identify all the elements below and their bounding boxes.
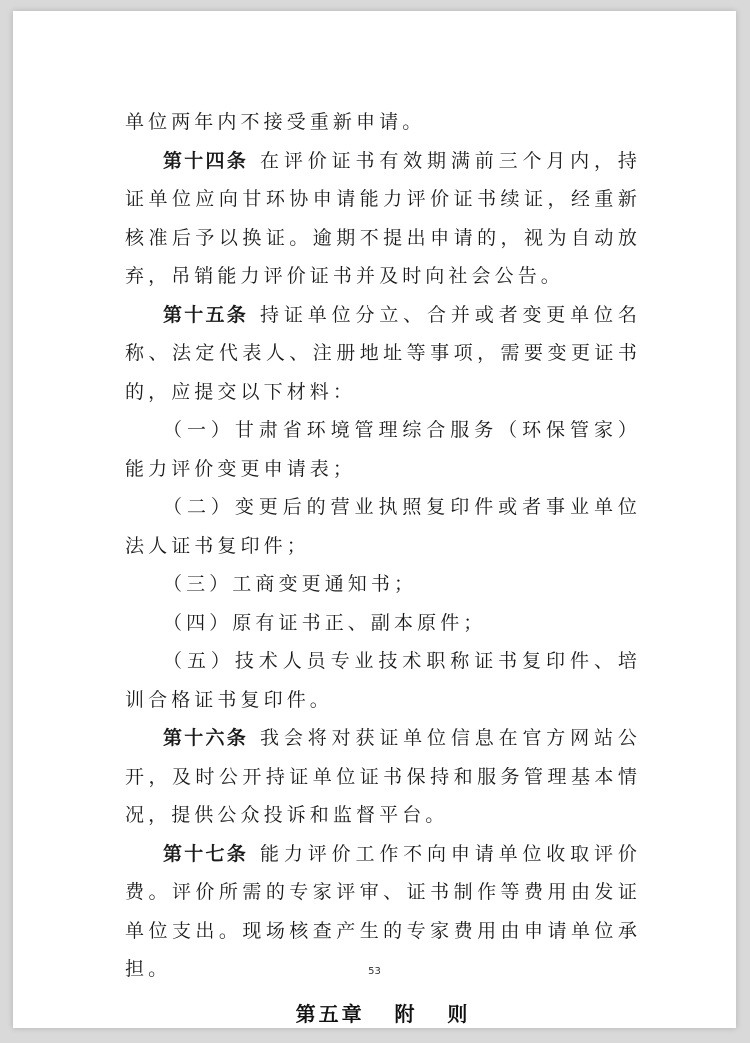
chapter-title: 第五章 附 则 bbox=[295, 1001, 471, 1026]
article-number: 第十六条 bbox=[163, 727, 249, 749]
paragraph-text: 持证单位分立、合并或者变更单位名称、法定代表人、注册地址等事项，需要变更证书的，应提交以下材料： bbox=[125, 303, 641, 403]
article-number: 第十四条 bbox=[163, 149, 249, 172]
paragraph-continuation bbox=[125, 103, 641, 142]
paragraph-text: 能力评价工作不向申请单位收取评价费。评价所需的专家评审、证书制作等费用由发证单位支出。现场核查产生的专家费用由申请单位承担。 bbox=[125, 842, 641, 980]
article-number: 第十五条 bbox=[163, 303, 249, 326]
article-15 bbox=[125, 296, 641, 412]
list-item-3 bbox=[125, 565, 641, 604]
paragraph-text: 单位两年内不接受重新申请。 bbox=[125, 111, 426, 133]
article-14 bbox=[125, 142, 641, 296]
article-16 bbox=[125, 719, 641, 835]
page-number: 53 bbox=[368, 966, 381, 977]
document-body bbox=[125, 103, 641, 1033]
list-item-4 bbox=[125, 604, 641, 643]
paragraph-text: （四）原有证书正、副本原件； bbox=[163, 611, 487, 634]
paragraph-text: （二）变更后的营业执照复印件或者事业单位法人证书复印件； bbox=[125, 496, 641, 557]
article-number: 第十七条 bbox=[163, 842, 249, 865]
list-item-5 bbox=[125, 642, 641, 719]
paragraph-text: 在评价证书有效期满前三个月内，持证单位应向甘环协申请能力评价证书续证，经重新核准后予以换证。逾期不提出申请的，视为自动放弃，吊销能力评价证书并及时向社会公告。 bbox=[125, 149, 641, 287]
paragraph-text: （三）工商变更通知书； bbox=[163, 573, 418, 595]
paragraph-text: （五）技术人员专业技术职称证书复印件、培训合格证书复印件。 bbox=[125, 650, 641, 711]
list-item-1 bbox=[125, 411, 641, 488]
paragraph-text: （一）甘肃省环境管理综合服务（环保管家）能力评价变更申请表； bbox=[125, 419, 641, 480]
paragraph-text: 我会将对获证单位信息在官方网站公开，及时公开持证单位证书保持和服务管理基本情况，提供公众投诉和监督平台。 bbox=[125, 727, 641, 826]
document-page bbox=[13, 11, 736, 1028]
list-item-2 bbox=[125, 488, 641, 565]
